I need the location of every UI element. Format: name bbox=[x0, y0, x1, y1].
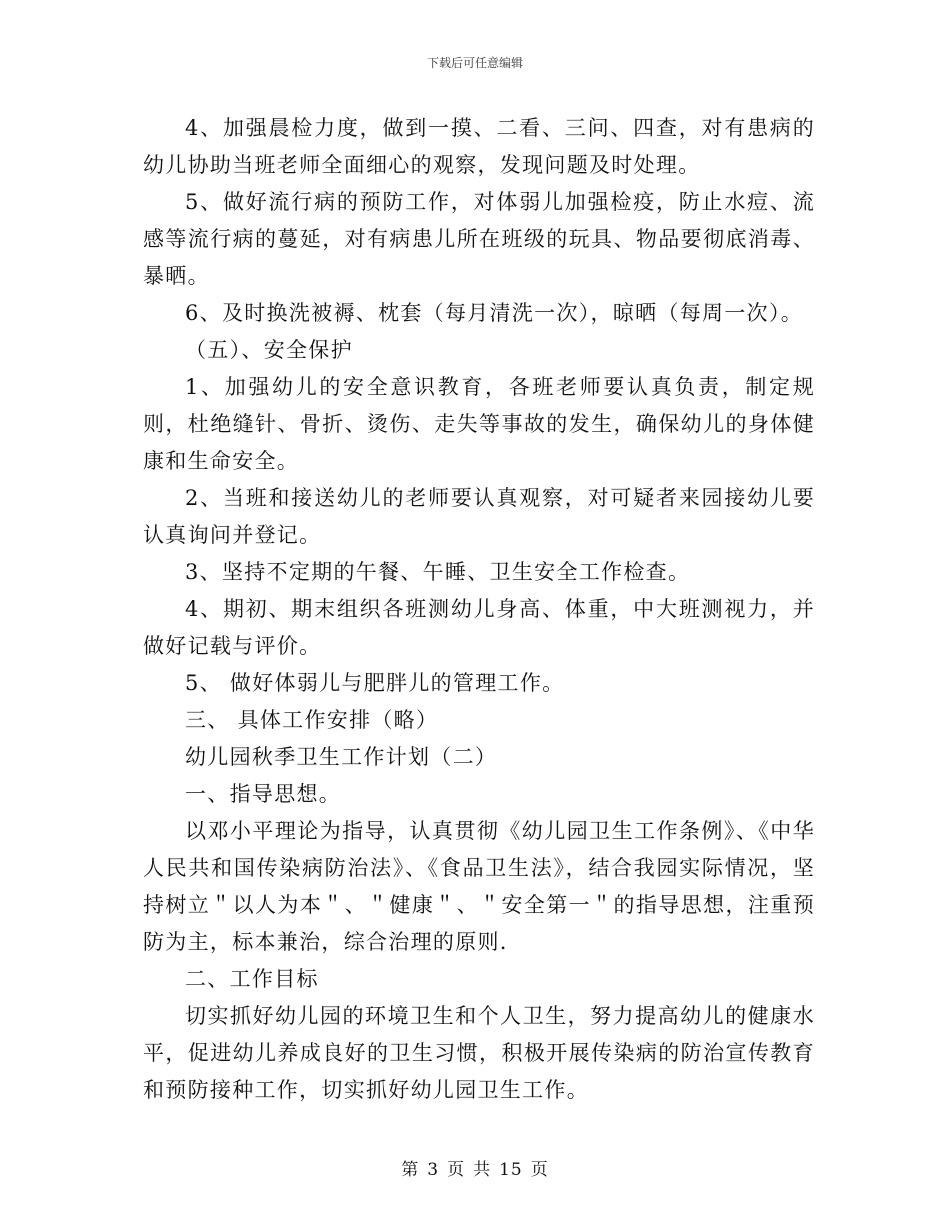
paragraph: 4、加强晨检力度，做到一摸、二看、三问、四查，对有患病的幼儿协助当班老师全面细心的观察，发现问题及时处理。 bbox=[143, 116, 815, 177]
paragraph: 6、及时换洗被褥、枕套（每月清洗一次），晾晒（每周一次）。 bbox=[185, 301, 804, 325]
footer-page-word: 页 bbox=[447, 1160, 466, 1180]
paragraph: 1、加强幼儿的安全意识教育，各班老师要认真负责，制定规则，杜绝缝针、骨折、烫伤、走失等事故的发生，确保幼儿的身体健康和生命安全。 bbox=[143, 375, 815, 473]
footer-suffix: 页 bbox=[530, 1160, 549, 1180]
paragraph: 切实抓好幼儿园的环境卫生和个人卫生，努力提高幼儿的健康水平，促进幼儿养成良好的卫生习惯，积极开展传染病的防治宣传教育和预防接种工作，切实抓好幼儿园卫生工作。 bbox=[143, 1004, 815, 1102]
paragraph: 2、当班和接送幼儿的老师要认真观察，对可疑者来园接幼儿要认真询问并登记。 bbox=[143, 486, 815, 547]
current-page-number: 3 bbox=[427, 1160, 440, 1180]
footer-prefix: 第 bbox=[401, 1160, 420, 1180]
section-heading: （五）、安全保护 bbox=[185, 338, 353, 362]
paragraph: 5、做好流行病的预防工作，对体弱儿加强检疫，防止水痘、流感等流行病的蔓延，对有病患儿所在班级的玩具、物品要彻底消毒、暴晒。 bbox=[143, 190, 815, 288]
page-number-footer bbox=[0, 1155, 950, 1180]
footer-total-word: 共 bbox=[473, 1160, 492, 1180]
section-heading: 三、 具体工作安排（略） bbox=[185, 708, 439, 732]
total-pages-number: 15 bbox=[499, 1160, 523, 1180]
paragraph: 3、坚持不定期的午餐、午睡、卫生安全工作检查。 bbox=[185, 560, 691, 584]
paragraph: 4、期初、期末组织各班测幼儿身高、体重，中大班测视力，并做好记载与评价。 bbox=[143, 597, 815, 658]
section-heading: 一、指导思想。 bbox=[185, 782, 342, 806]
header-note: 下载后可任意编辑 bbox=[426, 56, 523, 70]
document-subtitle: 幼儿园秋季卫生工作计划（二） bbox=[185, 745, 498, 769]
document-body bbox=[143, 110, 815, 1109]
section-heading: 二、工作目标 bbox=[185, 967, 319, 991]
paragraph: 5、 做好体弱儿与肥胖儿的管理工作。 bbox=[185, 671, 565, 695]
paragraph: 以邓小平理论为指导，认真贯彻《幼儿园卫生工作条例》、《中华人民共和国传染病防治法》、《食品卫生法》，结合我园实际情况，坚持树立＂以人为本＂、＂健康＂、＂安全第一＂的指导思想，注重预防为主，标本兼治，综合治理的原则. bbox=[143, 819, 815, 954]
